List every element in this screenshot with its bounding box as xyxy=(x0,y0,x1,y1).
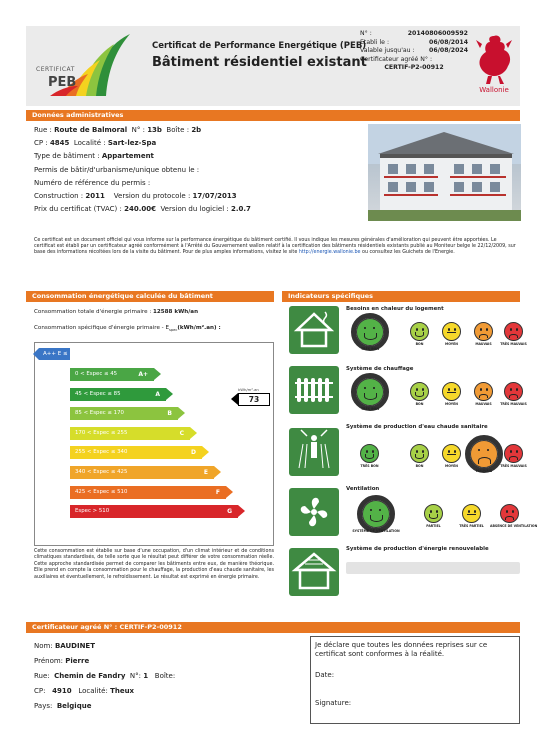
building-photo xyxy=(368,124,521,221)
smiley-eye xyxy=(448,450,450,453)
solar-panel-icon xyxy=(289,548,339,596)
shower-icon xyxy=(289,428,339,476)
cp-label: CP : xyxy=(34,139,48,148)
certifier-details xyxy=(34,642,175,717)
rating-label: BON xyxy=(415,342,424,346)
smiley-mouth xyxy=(447,454,456,455)
smiley-eye xyxy=(480,388,482,391)
smiley-eye xyxy=(422,328,424,331)
declaration-box xyxy=(310,636,520,724)
smiley-eye xyxy=(370,509,372,512)
house-heating-icon xyxy=(289,306,339,354)
energy-band-letter: F xyxy=(215,488,220,496)
number-label: N° : xyxy=(360,30,372,37)
certifier-box-label: Boîte: xyxy=(154,672,176,680)
certifier-name-label: Nom: xyxy=(34,642,53,650)
energy-band-range: 425 < Espec ≤ 510 xyxy=(75,488,128,495)
certifier-country: Belgique xyxy=(56,702,92,710)
certifier-number: CERTIF-P2-00912 xyxy=(384,64,444,72)
locality-label: Localité : xyxy=(73,139,106,148)
indicator-title-heating: Système de chauffage xyxy=(346,366,414,372)
smiley-eye xyxy=(454,450,456,453)
smiley-eye xyxy=(512,510,514,513)
smiley-mouth xyxy=(370,515,383,522)
num-value: 13b xyxy=(147,126,162,134)
energy-band-letter: D xyxy=(191,449,196,457)
certifier-name: BAUDINET xyxy=(54,642,95,650)
indicator-title-hot-water: Système de production d'eau chaude sanitaire xyxy=(346,424,488,430)
smiley-eye xyxy=(372,450,374,453)
energy-band-arrow xyxy=(154,368,161,380)
rating-label: TRÈS BON xyxy=(360,407,380,411)
certifier-locality-label: Localité: xyxy=(78,687,108,695)
date-field: Date: xyxy=(315,671,335,680)
box-value: 2b xyxy=(191,126,202,134)
smiley-eye xyxy=(486,328,488,331)
cp-value: 4845 xyxy=(49,139,70,148)
smiley-eye xyxy=(454,388,456,391)
smiley-eye xyxy=(506,510,508,513)
energy-band-range: Espec > 510 xyxy=(75,508,110,515)
smiley-eye xyxy=(510,328,512,331)
energy-band-arrow xyxy=(202,446,209,458)
energy-band-app xyxy=(39,348,70,369)
locality-value: Sart-lez-Spa xyxy=(107,139,157,148)
construction-label: Construction : xyxy=(34,191,84,200)
smiley-eye xyxy=(373,387,375,390)
smiley-mouth xyxy=(415,332,424,337)
building-type-value: Appartement xyxy=(101,152,154,161)
admin-section-bar: Données administratives xyxy=(26,110,520,121)
smiley-eye xyxy=(510,388,512,391)
wallonie-text: Wallonie xyxy=(479,86,509,94)
energy-band-c xyxy=(70,427,190,440)
logo-certificat-text: CERTIFICAT xyxy=(36,66,75,73)
energy-band-letter: A+ xyxy=(138,371,148,378)
energie-link[interactable]: http://energie.wallonie.be xyxy=(298,250,361,256)
smiley-mouth xyxy=(505,516,514,521)
price-label: Prix du certificat (TVAC) : xyxy=(34,205,122,214)
energy-band-a xyxy=(70,388,166,401)
rating-smiley-icon xyxy=(504,444,523,463)
rating-smiley-icon xyxy=(362,500,390,528)
rating-label: MOYEN xyxy=(445,464,458,468)
energy-band-range: 45 < Espec ≤ 85 xyxy=(75,390,121,397)
energy-band-arrow xyxy=(214,466,221,478)
rating-label: MOYEN xyxy=(445,402,458,406)
rating-smiley-icon xyxy=(504,382,523,401)
rating-label: TRÈS BON xyxy=(360,464,379,468)
indicator-title-heat-needs: Besoins en chaleur du logement xyxy=(346,306,444,312)
rating-smiley-icon xyxy=(424,504,443,523)
energy-band-letter: B xyxy=(167,410,172,418)
certificate-meta xyxy=(360,30,468,73)
smiley-eye xyxy=(416,328,418,331)
smiley-eye xyxy=(379,509,381,512)
indicators-section-bar: Indicateurs spécifiques xyxy=(282,291,520,302)
energy-band-app-suffix: ≤ 0 xyxy=(43,351,68,369)
energy-band-range: 85 < Espec ≤ 170 xyxy=(75,410,124,417)
smiley-eye xyxy=(373,327,375,330)
smiley-mouth xyxy=(415,392,424,397)
rating-smiley-icon xyxy=(504,322,523,341)
protocol-value: 17/07/2013 xyxy=(192,191,237,200)
certifier-num: 1 xyxy=(143,672,149,680)
energy-band-arrow xyxy=(226,486,233,498)
radiator-icon xyxy=(289,366,339,414)
box-label: Boîte : xyxy=(166,126,190,134)
rating-smiley-icon xyxy=(360,444,379,463)
disclaimer-part1: Ce certificat est un document officiel qui vous informe sur la performance énergétique du bâtiment certifié. Il vous indique les mesures générales d'amélioration qui peuvent être apportées. Le certificat est établi par un certificateur agréé conformément à l'Arrêté du Gouvernement wallon relatif à la certification des bâtiments résidentiels existants publié au Moniteur belge le 22/12/2009, sur base des informations récoltées lors de la visite du bâtiment. Pour de plus amples informations, visitez le site xyxy=(34,238,516,256)
energy-band-arrow xyxy=(178,407,185,419)
energy-band-app-label: A++ E xyxy=(43,351,62,357)
header-title-line2: Bâtiment résidentiel existant xyxy=(152,55,367,70)
smiley-eye xyxy=(416,388,418,391)
smiley-eye xyxy=(474,510,476,513)
smiley-eye xyxy=(454,328,456,331)
certifier-firstname: Pierre xyxy=(65,657,90,665)
smiley-eye xyxy=(448,328,450,331)
smiley-eye xyxy=(422,388,424,391)
energy-band-f xyxy=(70,486,226,499)
certifier-num-label: N°: xyxy=(129,672,141,680)
smiley-eye xyxy=(416,450,418,453)
smiley-eye xyxy=(478,449,480,452)
smiley-eye xyxy=(364,327,366,330)
protocol-label: Version du protocole : xyxy=(113,191,191,200)
smiley-mouth xyxy=(467,514,476,515)
energy-band-arrow xyxy=(166,388,173,400)
smiley-eye xyxy=(366,450,368,453)
rating-smiley-icon xyxy=(410,322,429,341)
smiley-mouth xyxy=(447,392,456,393)
rating-label: BON xyxy=(415,402,424,406)
energy-band-letter: E xyxy=(203,469,208,476)
smiley-mouth xyxy=(415,454,424,459)
smiley-mouth xyxy=(479,394,488,399)
rating-label: BON xyxy=(415,464,424,468)
rating-label: MAUVAIS xyxy=(475,402,492,406)
energy-band-arrow xyxy=(238,505,245,517)
price-value: 240.00€ xyxy=(124,205,156,214)
rooster-icon xyxy=(472,30,516,86)
total-consumption-value: 12588 kWh/an xyxy=(152,309,199,315)
smiley-eye xyxy=(430,510,432,513)
certifier-cp: 4910 xyxy=(52,687,72,695)
smiley-eye xyxy=(448,388,450,391)
smiley-eye xyxy=(486,388,488,391)
rating-smiley-icon xyxy=(474,322,493,341)
smiley-eye xyxy=(510,450,512,453)
rating-label: PARTIEL xyxy=(426,524,441,528)
rating-label: TRÈS MAUVAIS xyxy=(500,464,527,468)
smiley-mouth xyxy=(478,457,491,464)
disclaimer-part2: ou consultez les Guichets de l'Energie. xyxy=(362,250,455,256)
rating-smiley-icon xyxy=(356,378,384,406)
energy-band-range: 255 < Espec ≤ 340 xyxy=(75,449,128,456)
smiley-eye xyxy=(487,449,489,452)
valid-label: Valable jusqu'au : xyxy=(360,47,415,55)
rating-smiley-icon xyxy=(410,382,429,401)
energy-band-range: 340 < Espec ≤ 425 xyxy=(75,469,128,475)
smiley-mouth xyxy=(509,456,518,461)
energy-section-bar: Consommation énergétique calculée du bâtiment xyxy=(26,291,274,302)
smiley-eye xyxy=(480,328,482,331)
energy-band-range: 170 < Espec ≤ 255 xyxy=(75,429,128,436)
smiley-mouth xyxy=(365,454,374,459)
energy-band-aplus xyxy=(70,368,154,381)
smiley-mouth xyxy=(364,333,377,340)
certifier-locality: Theux xyxy=(110,687,135,695)
street-value: Route de Balmoral xyxy=(54,126,128,134)
rating-smiley-icon xyxy=(442,382,461,401)
smiley-eye xyxy=(436,510,438,513)
permit-label: Permis de bâtir/d'urbanisme/unique obtenu le : xyxy=(34,165,200,174)
renewable-energy-bar xyxy=(346,562,520,574)
specific-consumption-sub: spec xyxy=(169,328,178,333)
issued-label: Etabli le : xyxy=(360,38,390,46)
rating-smiley-icon xyxy=(474,382,493,401)
certifier-street: Chemin de Fandry xyxy=(54,672,126,680)
smiley-eye xyxy=(516,450,518,453)
specific-consumption-label: Consommation spécifique d'énergie primaire - E xyxy=(34,325,170,331)
energy-band-b xyxy=(70,407,178,420)
declaration-text: Je déclare que toutes les données reprises sur ce certificat sont conformes à la réalité. xyxy=(315,641,488,659)
construction-value: 2011 xyxy=(85,191,105,200)
certifier-country-label: Pays: xyxy=(34,702,53,710)
rating-smiley-icon xyxy=(356,318,384,346)
rating-label: MAUVAIS xyxy=(475,469,493,473)
logo-peb-text: PEB xyxy=(48,75,77,90)
rating-smiley-icon xyxy=(442,322,461,341)
wallonie-logo xyxy=(472,30,516,100)
software-value: 2.0.7 xyxy=(231,205,251,214)
certifier-cp-label: CP: xyxy=(34,687,46,695)
smiley-mouth xyxy=(479,334,488,339)
rating-label: TRÈS MAUVAIS xyxy=(500,402,527,406)
energy-band-letter: A xyxy=(155,390,160,398)
energy-band-arrow xyxy=(190,427,197,439)
smiley-mouth xyxy=(429,514,438,519)
energy-band-g xyxy=(70,505,238,518)
energy-band-range: 0 < Espec ≤ 45 xyxy=(75,371,118,377)
smiley-eye xyxy=(468,510,470,513)
smiley-eye xyxy=(516,388,518,391)
energy-band-letter: C xyxy=(179,429,184,437)
consumption-note: Cette consommation est établie sur base d'une occupation, d'un climat intérieur et de conditions climatiques standardisés, de telle sorte que le résultat peut différer de votre consommation réelle. Cette approche standardisée permet de comparer les bâtiments entre eux, de manière théorique. Elle prend en compte la consommation pour le chauffage, la production d'eau chaude sanitaire, les auxiliaires et éventuellement, le refroidissement. Le résultat est exprimé en énergie primaire. xyxy=(34,549,274,580)
rating-label: ABSENCE DE VENTILATION xyxy=(490,524,538,528)
smiley-mouth xyxy=(509,334,518,339)
rating-smiley-icon xyxy=(442,444,461,463)
certifier-firstname-label: Prénom: xyxy=(34,657,64,665)
valid-date: 06/08/2024 xyxy=(429,47,468,55)
smiley-eye xyxy=(422,450,424,453)
certifier-section-bar: Certificateur agréé N° : CERTIF-P2-00912 xyxy=(26,622,520,633)
software-label: Version du logiciel : xyxy=(160,205,229,214)
energy-band-d xyxy=(70,446,202,459)
specific-consumption xyxy=(34,325,221,332)
energy-indicator-value: 73 xyxy=(238,393,270,406)
signature-field: Signature: xyxy=(315,698,352,707)
indicator-title-renewable: Système de production d'énergie renouvelable xyxy=(346,546,489,552)
specific-consumption-unit: (kWh/m².an) : xyxy=(177,325,221,331)
smiley-mouth xyxy=(447,332,456,333)
rating-smiley-icon xyxy=(410,444,429,463)
indicator-title-ventilation: Ventilation xyxy=(346,486,380,492)
rating-label: TRÈS PARTIEL xyxy=(459,524,484,528)
certificate-header xyxy=(26,26,520,106)
rating-label: MOYEN xyxy=(445,342,458,346)
total-consumption xyxy=(34,309,198,315)
rating-label: MAUVAIS xyxy=(475,342,492,346)
certifier-label: Certificateur agréé N° : xyxy=(360,55,433,63)
energy-band-letter: G xyxy=(227,508,232,516)
certificate-number: 20140806009592 xyxy=(407,30,468,37)
total-consumption-label: Consommation totale d'énergie primaire : xyxy=(34,309,152,315)
num-label: N° : xyxy=(131,126,145,134)
reference-unit: kWh/m².an xyxy=(238,387,259,392)
rating-label: TRÈS MAUVAIS xyxy=(500,342,527,346)
certifier-street-label: Rue: xyxy=(34,672,50,680)
smiley-mouth xyxy=(364,393,377,400)
smiley-eye xyxy=(516,328,518,331)
permit-ref-label: Numéro de référence du permis : xyxy=(34,178,151,187)
rating-label: TRÈS BON xyxy=(360,347,380,351)
peb-logo xyxy=(30,30,142,100)
issued-date: 06/08/2014 xyxy=(429,38,468,46)
disclaimer-text xyxy=(34,238,518,257)
header-title-line1: Certificat de Performance Energétique (PEB) xyxy=(152,41,367,51)
street-label: Rue : xyxy=(34,126,52,134)
fan-icon xyxy=(289,488,339,536)
smiley-eye xyxy=(364,387,366,390)
smiley-mouth xyxy=(509,394,518,399)
admin-data xyxy=(34,126,364,218)
rating-smiley-icon xyxy=(462,504,481,523)
rating-smiley-icon xyxy=(500,504,519,523)
building-type-label: Type de bâtiment : xyxy=(34,152,100,161)
energy-band-e xyxy=(70,466,214,479)
rating-label: SYSTÈME DE VENTILATION xyxy=(352,529,400,533)
